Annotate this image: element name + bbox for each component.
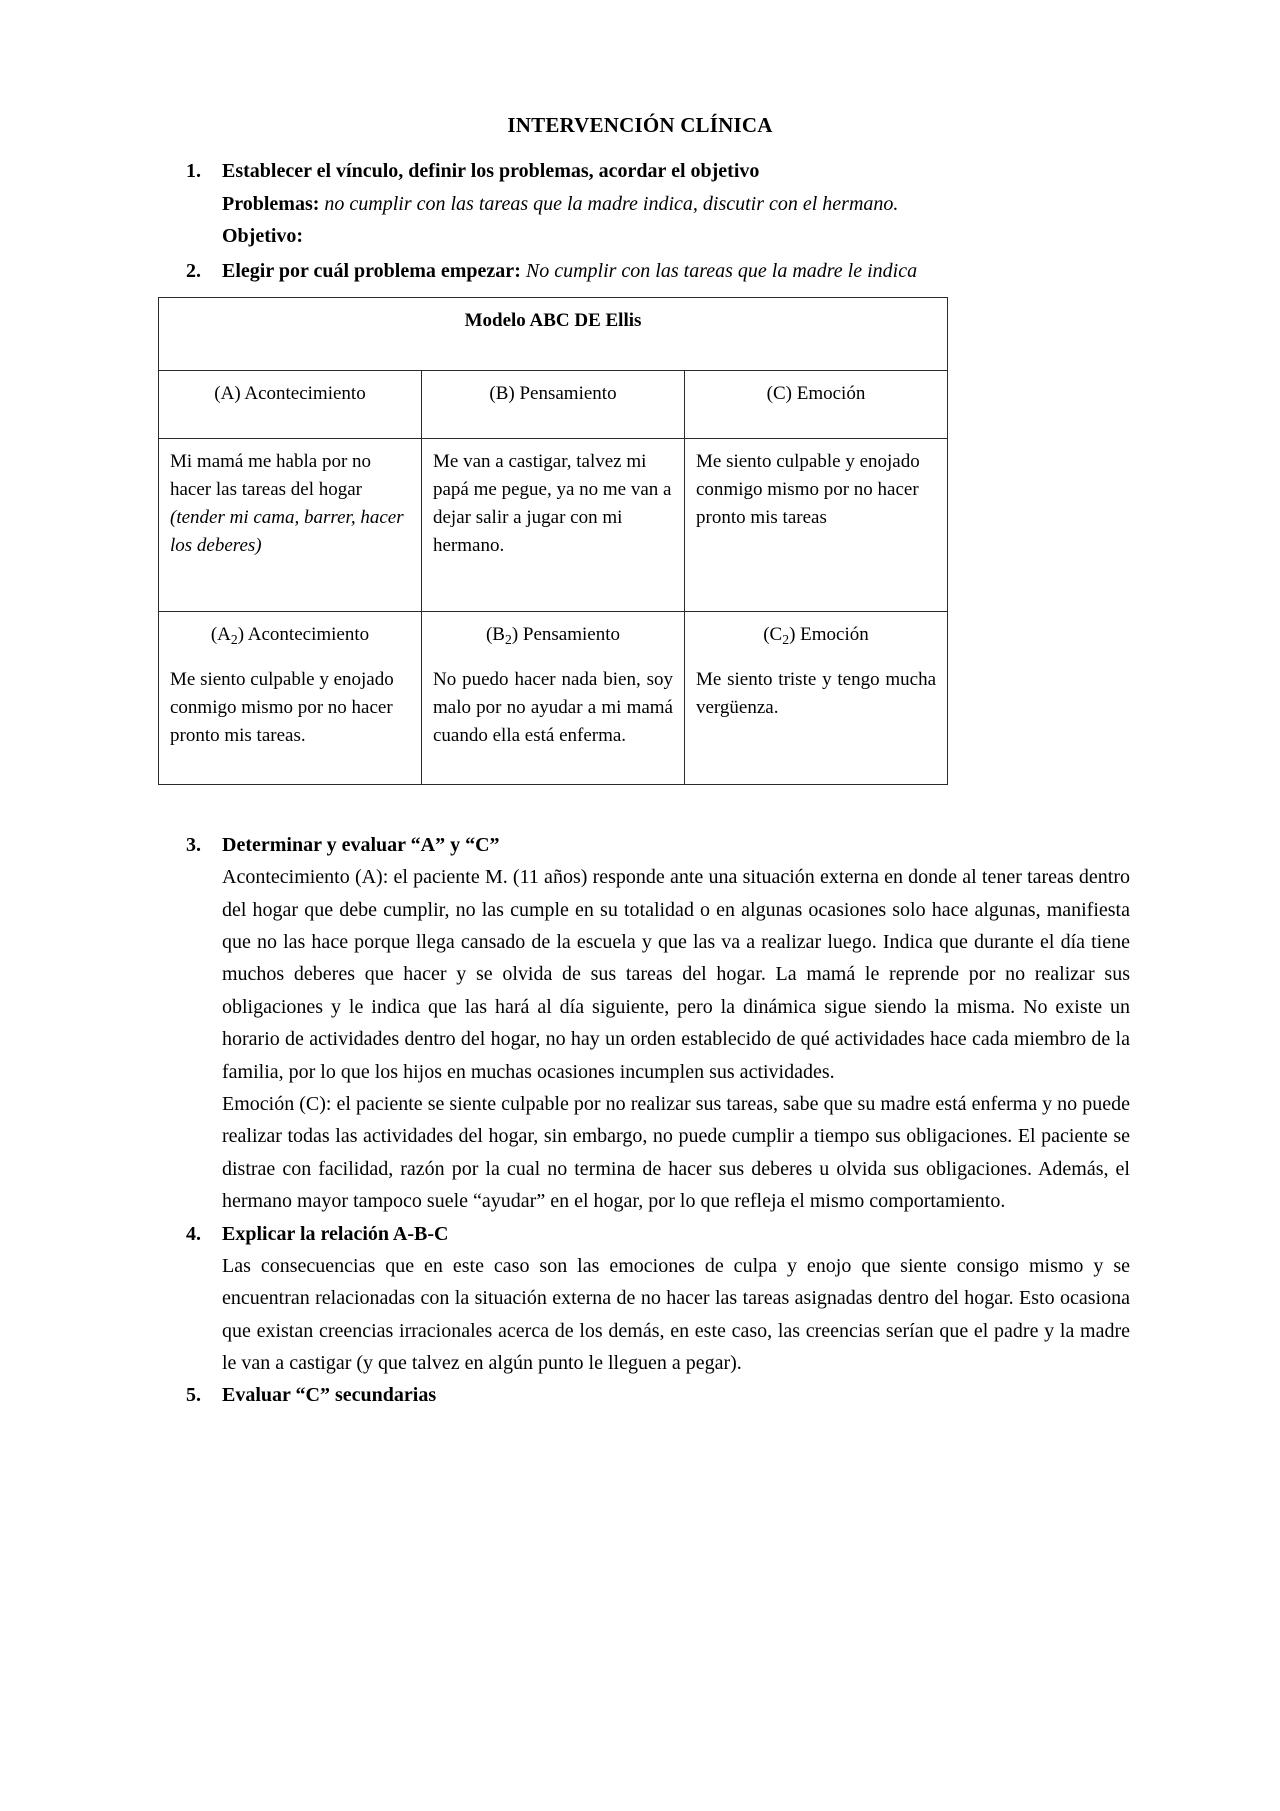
column-header-c: (C) Emoción: [685, 370, 948, 438]
section-3-paragraph-2: Emoción (C): el paciente se siente culpable por no realizar sus tareas, sabe que su madre está enferma y no puede realizar todas las actividades del hogar, sin embargo, no puede cumplir a tiempo sus obligaciones. El paciente se distrae con facilidad, razón por la cual no termina de hacer sus deberes u olvida sus obligaciones. Además, el hermano mayor tampoco suele “ayudar” en el hogar, por lo que refleja el mismo comportamiento.: [222, 1092, 1130, 1213]
sections-list: [150, 829, 1130, 1412]
section-3-heading: Determinar y evaluar “A” y “C”: [222, 833, 500, 856]
section-4-heading: Explicar la relación A-B-C: [222, 1222, 449, 1245]
objetivo-label: Objetivo:: [222, 225, 304, 248]
cell-a2-label: [170, 621, 410, 649]
section-item-5: [150, 1379, 1130, 1411]
section-3-number: 3.: [186, 833, 201, 856]
column-header-b: (B) Pensamiento: [422, 370, 685, 438]
section-4-paragraph-1: Las consecuencias que en este caso son las emociones de culpa y enojo que siente consigo mismo y se encuentran relacionadas con la situación externa de no hacer las tareas asignadas dentro del hogar. Esto ocasiona que existan creencias irracionales acerca de los demás, en este caso, las creencias serían que el padre y la madre le van a castigar (y que talvez en algún punto le lleguen a pegar).: [222, 1254, 1130, 1375]
table-row-2: [159, 611, 948, 784]
list-item-2-number: 2.: [186, 260, 201, 283]
section-item-3: [150, 829, 1130, 1218]
abc-ellis-table: [158, 297, 948, 785]
cell-b2-label-prefix: (B: [485, 623, 505, 645]
cell-a2-label-prefix: (A: [210, 623, 231, 645]
cell-c-1: [685, 438, 948, 611]
cell-c-1-text: Me siento culpable y enojado conmigo mismo por no hacer pronto mis tareas: [696, 450, 920, 528]
table-title-cell: Modelo ABC DE Ellis: [159, 297, 948, 370]
intro-list: [150, 155, 1130, 288]
cell-b2-text: No puedo hacer nada bien, soy malo por no ayudar a mi mamá cuando ella está enferma.: [433, 668, 673, 746]
table-row-title: [159, 297, 948, 370]
objetivo-line: [222, 220, 1130, 252]
problemas-line: [222, 188, 1130, 220]
cell-a-1-italic: (tender mi cama, barrer, hacer los deberes): [170, 506, 404, 556]
problemas-label: Problemas:: [222, 192, 320, 215]
cell-c2-label: [696, 621, 936, 649]
page-title: INTERVENCIÓN CLÍNICA: [507, 113, 773, 137]
table-row-headers-1: [159, 370, 948, 438]
section-5-heading: Evaluar “C” secundarias: [222, 1384, 437, 1407]
section-5-number: 5.: [186, 1384, 201, 1407]
list-item-2-value: No cumplir con las tareas que la madre le indica: [520, 260, 918, 283]
cell-c2-label-suffix: ) Emoción: [789, 623, 869, 645]
section-item-4: [150, 1218, 1130, 1380]
list-item-2-heading: [222, 255, 1130, 287]
cell-b-1-text: Me van a castigar, talvez mi papá me pegue, ya no me van a dejar salir a jugar con mi hermano.: [433, 450, 672, 556]
cell-a2-text: Me siento culpable y enojado conmigo mismo por no hacer pronto mis tareas.: [170, 668, 394, 746]
cell-c2: [685, 611, 948, 784]
cell-c2-label-sub: 2: [782, 631, 790, 647]
cell-b2-label-suffix: ) Pensamiento: [511, 623, 621, 645]
column-header-a: (A) Acontecimiento: [159, 370, 422, 438]
list-item-1-number: 1.: [186, 160, 201, 183]
section-3-paragraph-1: Acontecimiento (A): el paciente M. (11 años) responde ante una situación externa en donde al tener tareas dentro del hogar que debe cumplir, no las cumple en su totalidad o en algunas ocasiones solo hace algunas, manifiesta que no las hace porque llega cansado de la escuela y que las va a realizar luego. Indica que durante el día tiene muchos deberes que hacer y se olvida de sus tareas del hogar. La mamá le reprende por no realizar sus obligaciones y le indica que las hará al día siguiente, pero la dinámica sigue siendo la misma. No existe un horario de actividades dentro del hogar, no hay un orden establecido de qué actividades hace cada miembro de la familia, por lo que los hijos en muchas ocasiones incumplen sus actividades.: [222, 866, 1130, 1083]
list-item-1: [150, 155, 1130, 252]
list-item-1-heading: Establecer el vínculo, definir los problemas, acordar el objetivo: [222, 160, 760, 183]
problemas-value: no cumplir con las tareas que la madre indica, discutir con el hermano.: [319, 192, 899, 215]
list-item-2: [150, 255, 1130, 287]
list-item-2-label: Elegir por cuál problema empezar:: [222, 260, 521, 283]
cell-a-1: [159, 438, 422, 611]
abc-table-container: [158, 297, 1130, 785]
cell-b2: [422, 611, 685, 784]
cell-b-1: [422, 438, 685, 611]
cell-a2-label-sub: 2: [230, 631, 238, 647]
cell-a2: [159, 611, 422, 784]
cell-b2-label-sub: 2: [504, 631, 512, 647]
cell-b2-label: [433, 621, 673, 649]
cell-a-1-text: Mi mamá me habla por no hacer las tareas del hogar: [170, 450, 372, 500]
cell-c2-label-prefix: (C: [763, 623, 783, 645]
section-4-number: 4.: [186, 1222, 201, 1245]
cell-a2-label-suffix: ) Acontecimiento: [237, 623, 370, 645]
cell-c2-text: Me siento triste y tengo mucha vergüenza.: [696, 668, 936, 718]
table-row-1: [159, 438, 948, 611]
